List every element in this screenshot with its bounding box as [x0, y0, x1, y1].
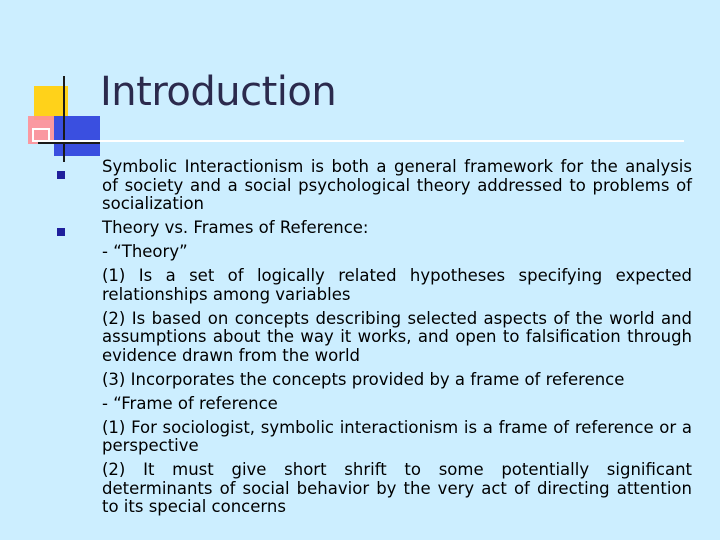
paragraph-theory-point-1: (1) Is a set of logically related hypotheses specifying expected relationships among variables: [102, 266, 692, 304]
paragraph-symbolic-interactionism: Symbolic Interactionism is both a general framework for the analysis of society and a social psychological theory addressed to problems of socialization: [102, 157, 692, 213]
paragraph-theory-heading: - “Theory”: [102, 242, 188, 261]
bullet-square-icon: [57, 228, 65, 236]
paragraph-theory-point-3: (3) Incorporates the concepts provided by a frame of reference: [102, 369, 625, 389]
paragraph-theory-point-2: (2) Is based on concepts describing selected aspects of the world and assumptions about the way it works, and open to falsification through evidence drawn from the world: [102, 308, 692, 365]
bullet-square-icon: [57, 171, 65, 179]
paragraph-frame-heading: - “Frame of reference: [102, 393, 278, 413]
slide-title: Introduction: [100, 69, 337, 115]
slide-body: [102, 158, 692, 517]
paragraph-theory-vs-frames: Theory vs. Frames of Reference:: [102, 218, 369, 237]
paragraph-frame-point-1: (1) For sociologist, symbolic interactionism is a frame of reference or a perspective: [102, 417, 692, 455]
paragraph-frame-point-2: (2) It must give short shrift to some potentially significant determinants of social behavior by the very act of directing attention to its special concerns: [102, 460, 692, 516]
